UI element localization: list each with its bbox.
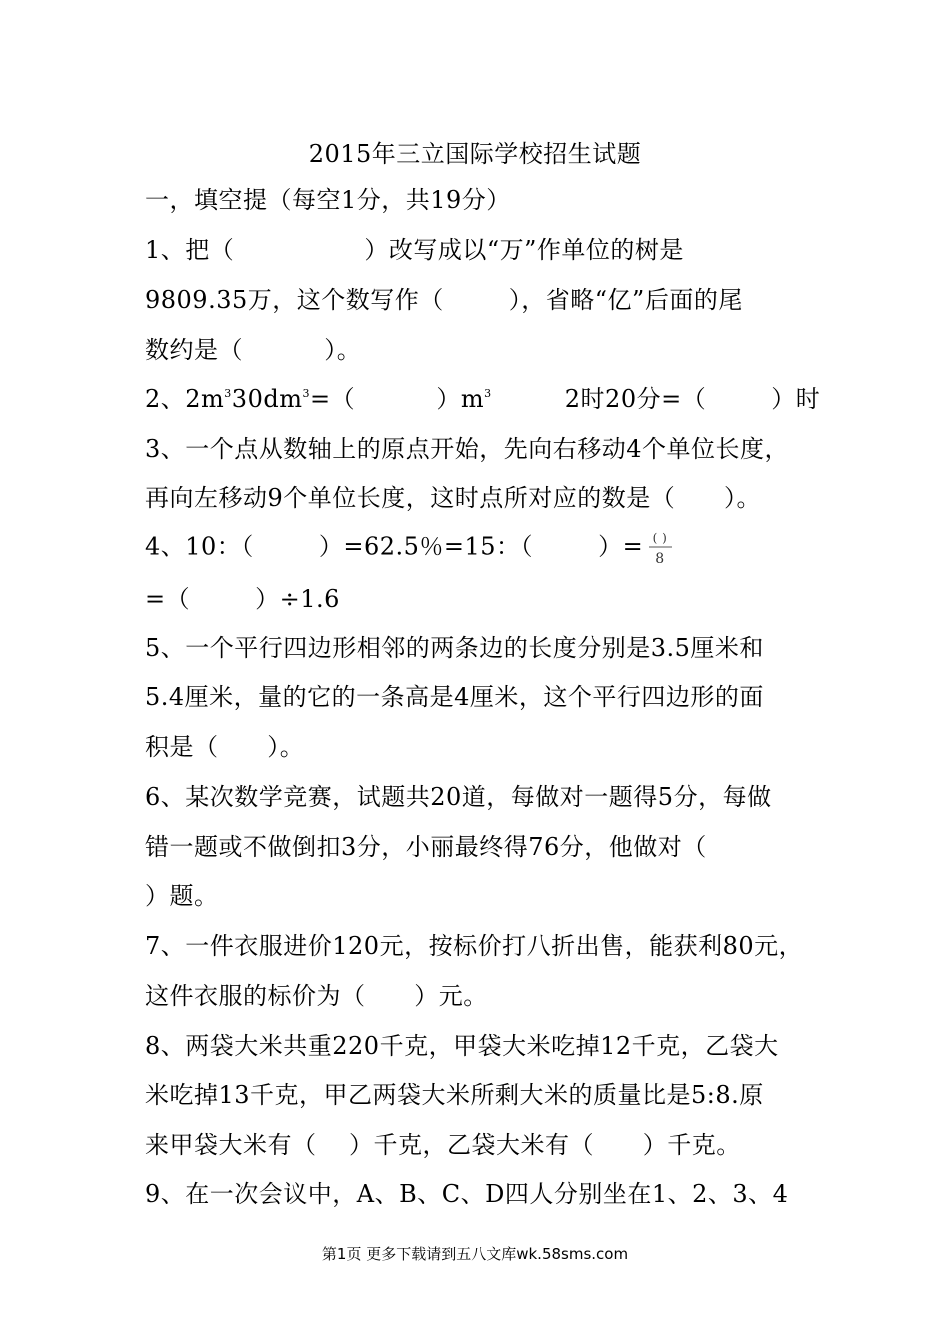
question-6-line-1: 6、某次数学竞赛，试题共20道，每做对一题得5分，每做 (145, 783, 772, 811)
question-4-line-1 (145, 528, 675, 567)
q2-sup-1: 3 (224, 387, 232, 400)
question-1-line-3: 数约是（ ）。 (145, 336, 362, 364)
question-7-line-1: 7、一件衣服进价120元，按标价打八折出售，能获利80元， (145, 932, 804, 960)
page-title: 2015年三立国际学校招生试题 (308, 140, 642, 168)
question-1-line-1: 1、把（ ）改写成以“万”作单位的树是 (145, 236, 684, 264)
q2-sup-2: 3 (302, 387, 310, 400)
section-heading: 一，填空提（每空1分，共19分） (145, 186, 511, 214)
question-7-line-2: 这件衣服的标价为（ ）元。 (145, 982, 488, 1010)
q2-part-d: 2时20分=（ ）时 (491, 385, 821, 413)
q2-part-c: =（ ）m (309, 385, 485, 413)
question-8-line-3: 来甲袋大米有（ ）千克，乙袋大米有（ ）千克。 (145, 1131, 741, 1159)
q2-sup-3: 3 (484, 387, 492, 400)
question-6-line-3: ）题。 (145, 882, 219, 910)
question-9-line-1: 9、在一次会议中，A、B、C、D四人分别坐在1、2、3、4 (145, 1180, 789, 1208)
question-5-line-2: 5.4厘米，量的它的一条高是4厘米，这个平行四边形的面 (145, 683, 764, 711)
fraction-numerator: ( ) (652, 531, 668, 545)
page-footer: 第1页 更多下载请到五八文库wk.58sms.com (321, 1245, 629, 1263)
question-3-line-2: 再向左移动9个单位长度，这时点所对应的数是（ ）。 (145, 484, 762, 512)
question-5-line-1: 5、一个平行四边形相邻的两条边的长度分别是3.5厘米和 (145, 634, 764, 662)
question-6-line-2: 错一题或不做倒扣3分，小丽最终得76分，他做对（ (145, 833, 707, 861)
fraction-denominator: 8 (655, 551, 665, 567)
question-5-line-3: 积是（ ）。 (145, 733, 305, 761)
fraction (645, 528, 675, 568)
q4-text: 4、10：（ ）=62.5％=15：（ ）= (145, 532, 644, 561)
question-1-line-2: 9809.35万，这个数写作（ ），省略“亿”后面的尾 (145, 286, 743, 314)
question-4-line-2: =（ ）÷1.6 (145, 585, 340, 613)
question-8-line-1: 8、两袋大米共重220千克，甲袋大米吃掉12千克，乙袋大 (145, 1032, 779, 1060)
question-3-line-1: 3、一个点从数轴上的原点开始，先向右移动4个单位长度， (145, 435, 790, 463)
q2-part-a: 2、2m (145, 385, 225, 413)
q2-part-b: 30dm (231, 385, 303, 413)
question-2 (145, 382, 820, 416)
question-8-line-2: 米吃掉13千克，甲乙两袋大米所剩大米的质量比是5:8.原 (145, 1081, 764, 1109)
